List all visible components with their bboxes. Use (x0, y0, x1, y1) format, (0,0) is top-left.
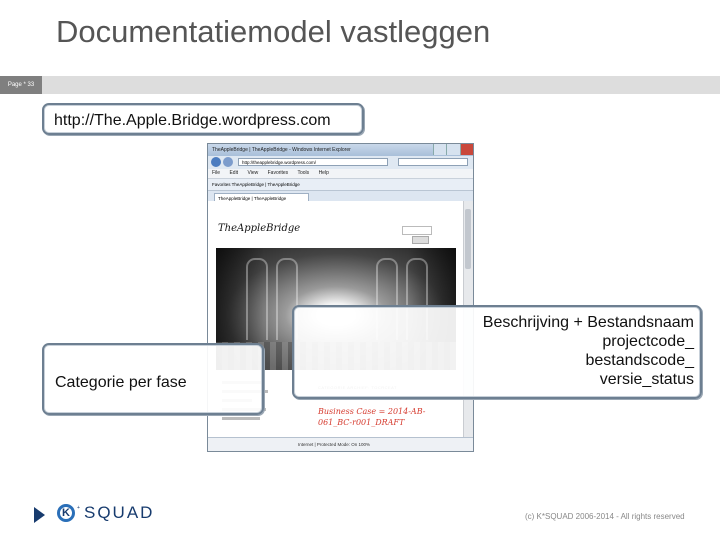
post-title[interactable]: Business Case = 2014-AB-061_BC-r001_DRAFT (318, 407, 426, 427)
category-callout (42, 343, 264, 415)
menu-file[interactable]: File (212, 170, 221, 176)
status-bar: Internet | Protected Mode: On 100% (208, 437, 473, 451)
page-number: Page * 33 (0, 76, 42, 94)
search-input[interactable] (398, 158, 468, 166)
url-callout: http://The.Apple.Bridge.wordpress.com (42, 103, 364, 135)
ksquad-logo-k: K (57, 504, 75, 522)
menu-view[interactable]: View (247, 170, 259, 176)
scrollbar-thumb[interactable] (465, 209, 471, 269)
browser-window-title: TheAppleBridge | TheAppleBridge - Windows Internet Explorer (212, 147, 351, 153)
slide-title: Documentatiemodel vastleggen (56, 14, 491, 49)
back-icon[interactable] (211, 157, 221, 167)
description-line-2: projectcode_ (602, 333, 694, 350)
site-title[interactable]: TheAppleBridge (218, 223, 301, 234)
address-bar (208, 156, 473, 169)
window-controls (433, 144, 473, 155)
description-line-1: Beschrijving + Bestandsnaam (482, 314, 694, 331)
close-icon[interactable] (460, 144, 473, 155)
maximize-icon[interactable] (446, 144, 459, 155)
logo-plus-icon: + (77, 505, 80, 511)
menu-tools[interactable]: Tools (297, 170, 310, 176)
site-search-button[interactable] (412, 236, 429, 244)
minimize-icon[interactable] (433, 144, 446, 155)
site-search-input[interactable] (402, 226, 432, 235)
menu-help[interactable]: Help (318, 170, 329, 176)
category-callout-text: Categorie per fase (55, 374, 187, 391)
copyright: (c) K*SQUAD 2006-2014 - All rights reserved (525, 512, 685, 521)
browser-title-bar (208, 144, 473, 156)
description-line-4: versie_status (599, 371, 694, 388)
tab-theapplebridge[interactable]: TheAppleBridge | TheAppleBridge (214, 193, 309, 202)
forward-icon[interactable] (223, 157, 233, 167)
favorites-bar[interactable]: Favorites TheAppleBridge | TheAppleBridge (208, 179, 473, 191)
description-callout (292, 305, 702, 399)
play-arrow-icon (34, 507, 45, 523)
menu-bar (208, 169, 473, 179)
address-input[interactable]: http://theapplebridge.wordpress.com/ (238, 158, 388, 166)
menu-favorites[interactable]: Favorites (267, 170, 289, 176)
page-bar (0, 76, 720, 94)
ksquad-logo-text: SQUAD (84, 503, 155, 522)
description-line-3: bestandscode_ (585, 352, 694, 369)
menu-edit[interactable]: Edit (229, 170, 239, 176)
